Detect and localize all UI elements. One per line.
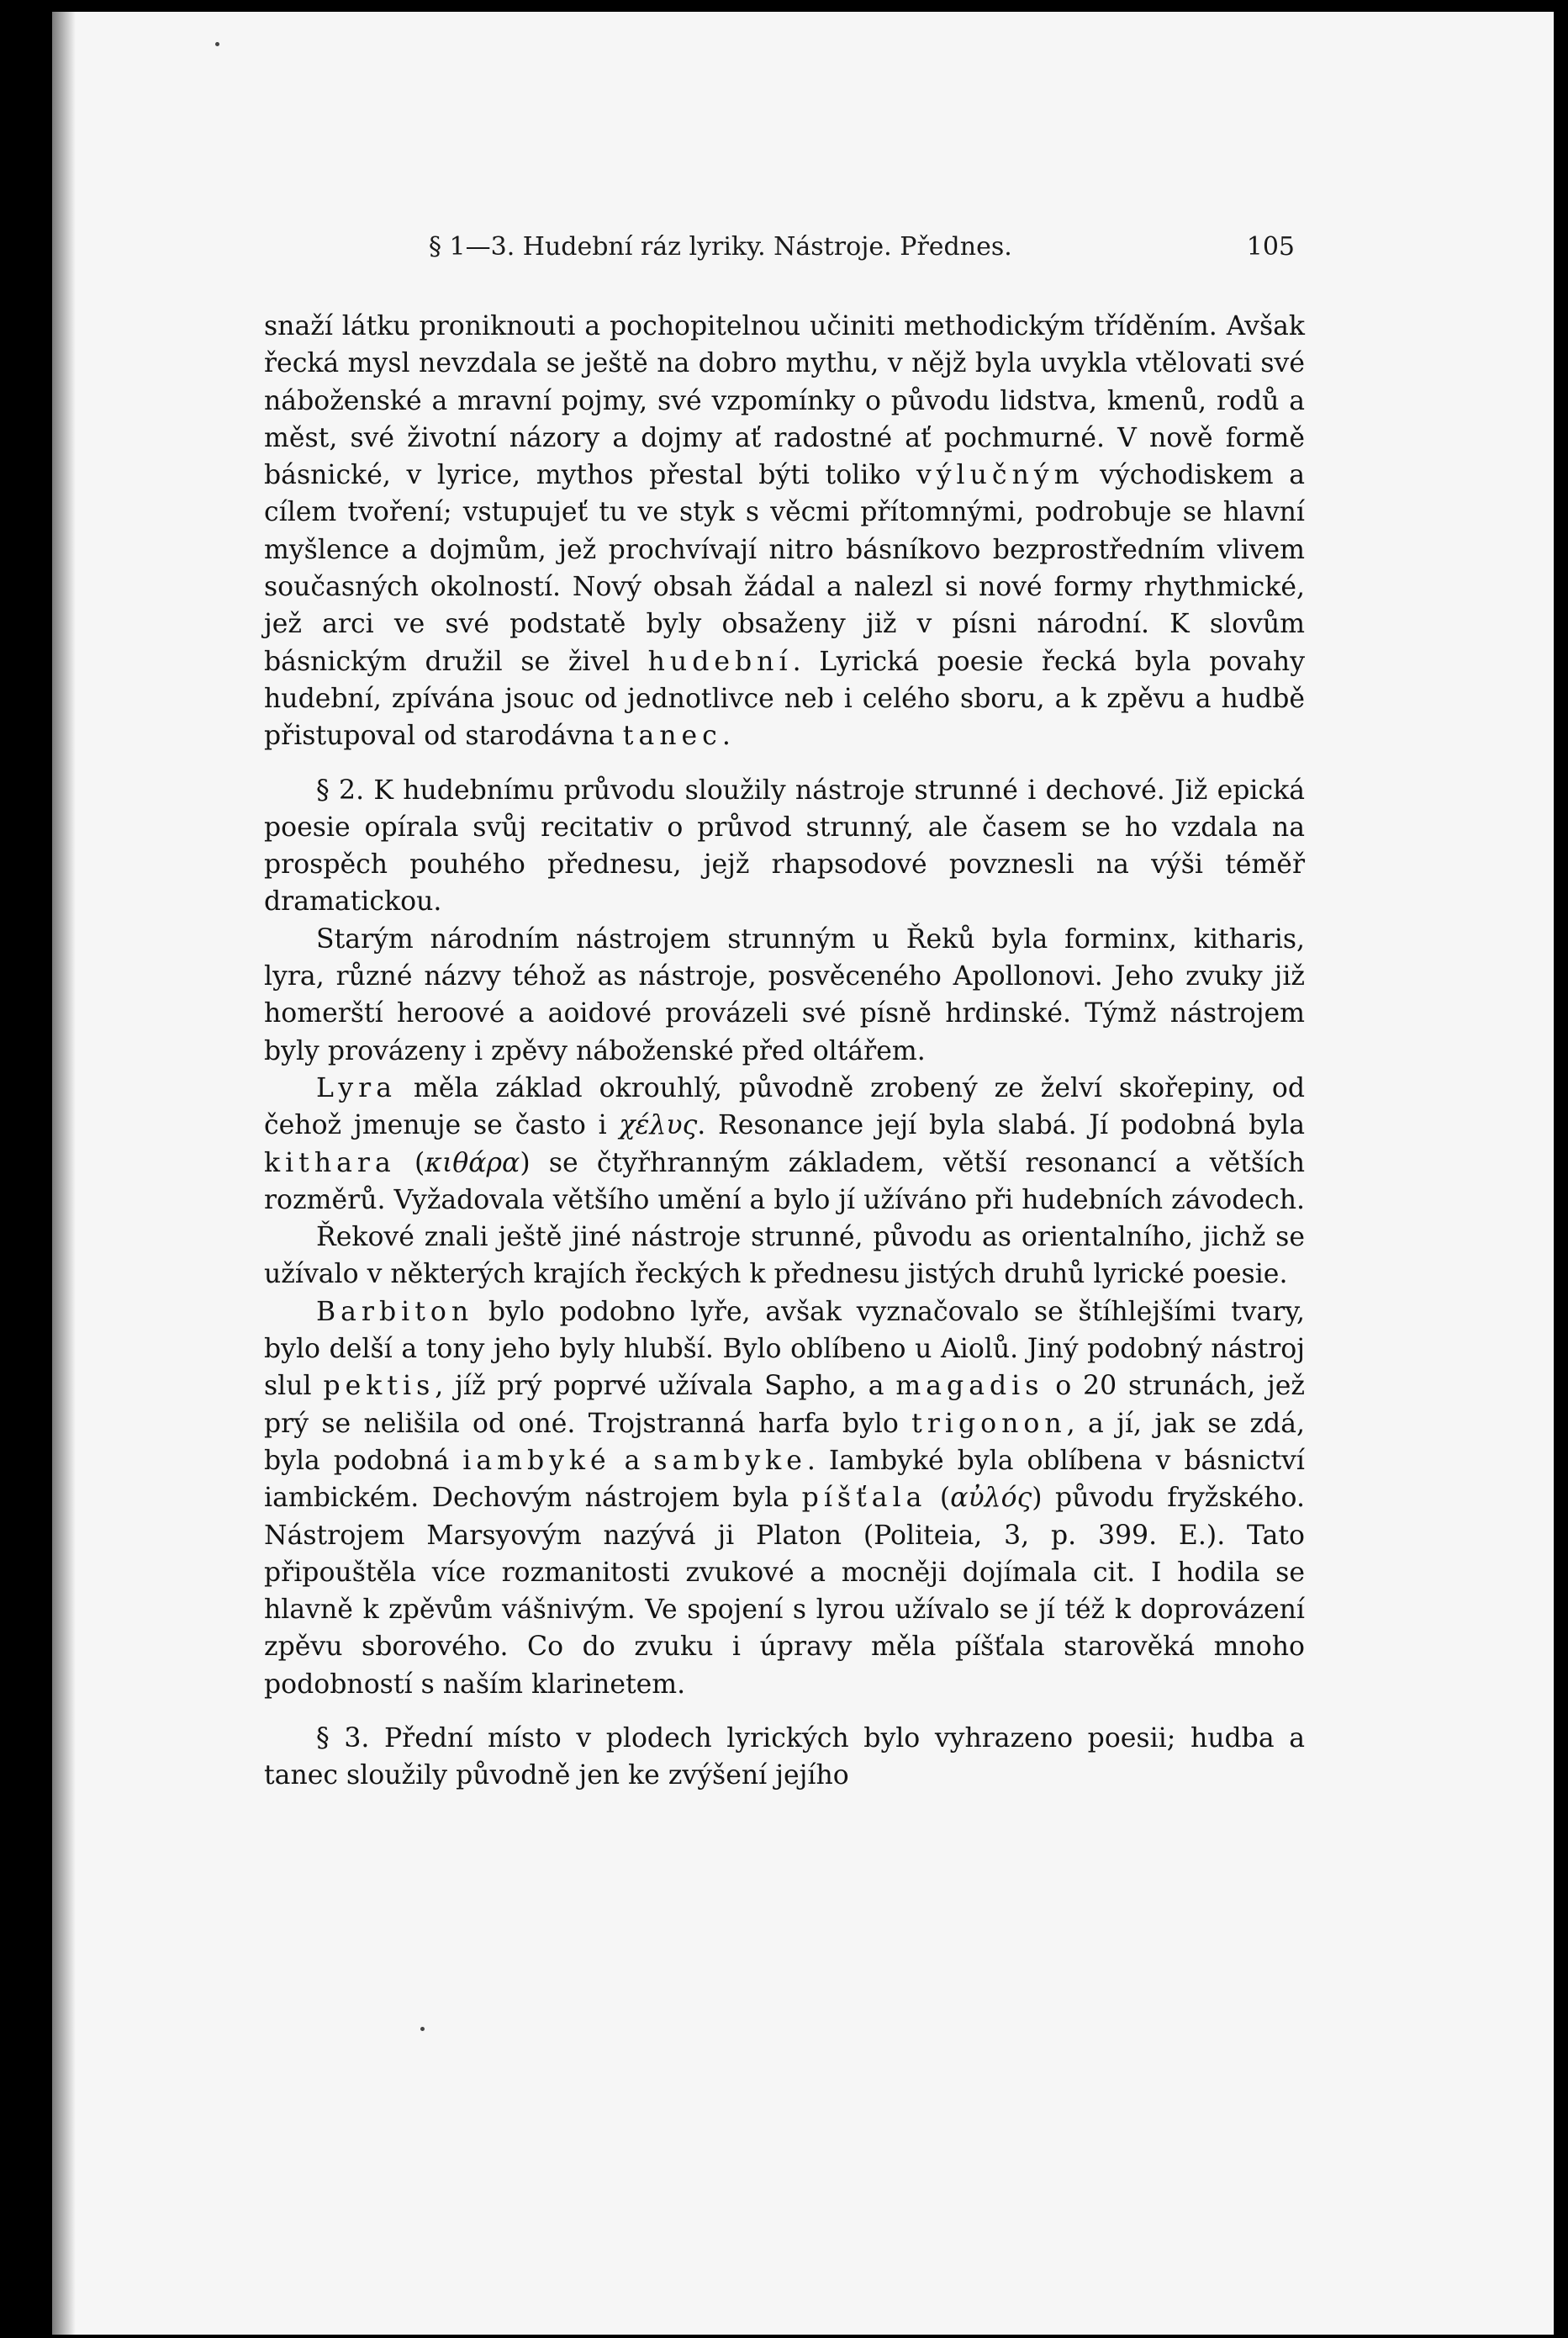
page-gutter-shadow [52,12,76,2335]
text-run: snaží látku proniknouti a pochopitelnou učiniti methodickým tříděním. Avšak řecká mysl nevzdala se ještě na dobro mythu, v nějž byla uvykla vtělovati své náboženské a mravní pojmy, své vzpomínky o původu lidstva, kmenů, rodů a měst, své životní názory a dojmy ať radostné ať pochmurné. V nově formě básnické, v lyrice, mythos přestal býti toliko [264,311,1305,491]
body-text [264,308,1305,1795]
text-run: . Lyrická poesie řecká byla povahy hudební, zpívána jsouc od jednotlivce neb i celého sboru, a k zpěvu a hudbě přistupoval od starodávna [264,646,1305,752]
text-run: . Iambyké byla oblíbena v básnictví iambickém. Dechovým nástrojem byla [264,1445,1305,1514]
emphasized-word: magadis [895,1371,1044,1402]
text-run: bylo podobno lyře, avšak vyznačovalo se štíhlejšími tvary, bylo delší a tony jeho byly hlubší. Bylo oblíbeno u Aiolů. Jiný podobný nástroj slul [264,1296,1305,1402]
emphasized-word: píšťala [801,1483,927,1514]
emphasized-word: tanec [622,721,722,752]
paragraph-oriental-instruments: Řekové znali ještě jiné nástroje strunné, původu as orientalního, jichž se užívalo v některých krajích řeckých k přednesu jistých druhů lyrické poesie. [264,1222,1305,1290]
greek-word: κιθάρα [425,1147,520,1178]
paragraph-lyra-kithara [264,1070,1305,1219]
text-run: o 20 strunách, jež prý se nelišila od oné. Trojstranná harfa bylo [264,1371,1305,1439]
text-run: a [610,1445,654,1476]
text-run: ) původu fryžského. Nástrojem Marsyovým nazývá ji Platon (Politeia, 3, p. 399. E.). Tato připouštěla více rozmanitosti zvukové a mocněji dojímala cit. I hodila se hlavně k zpěvům vášnivým. Ve spojení s lyrou užívalo se jí též k doprovázení zpěvu sborového. Co do zvuku i úpravy měla píšťala starověká mnoho podobností s naším klarinetem. [264,1483,1305,1700]
emphasized-word: Barbiton [316,1296,474,1327]
paragraph-barbiton [264,1293,1305,1703]
book-page [52,12,1554,2335]
greek-word: αὐλός [950,1483,1032,1514]
speck-mark [215,42,219,46]
paragraph-section-2: § 2. K hudebnímu průvodu sloužily nástroje strunné i dechové. Již epická poesie opírala svůj recitativ o průvod strunný, ale časem se ho vzdala na prospěch pouhého přednesu, jejž rhapsodové povznesli na výši téměř dramatickou. [264,775,1305,918]
emphasized-word: Lyra [316,1072,397,1103]
text-run: ( [395,1147,425,1178]
emphasized-word: hudební [647,646,793,677]
text-run: . [721,721,731,752]
text-run: měla základ okrouhlý, původně zrobený ze želví skořepiny, od čehož jmenuje se často i [264,1072,1305,1141]
emphasized-word: sambyke [653,1445,807,1476]
emphasized-word: pektis [323,1371,436,1402]
emphasized-word: iambyké [462,1445,611,1476]
emphasized-word: kithara [264,1147,396,1178]
emphasized-word: výlučným [916,460,1085,491]
text-run: ) se čtyřhranným základem, větší resonancí a větších rozměrů. Vyžadovala většího umění a bylo jí užíváno při hudebních závodech. [264,1147,1305,1215]
text-run: východiskem a cílem tvoření; vstupujeť tu ve styk s věcmi přítomnými, podrobuje se hlavní myšlence a dojmům, jež prochvívají nitro básníkovo bezprostředním vlivem současných okolností. Nový obsah žádal a nalezl si nové formy rhythmické, jež arci ve své podstatě byly obsaženy již v písni národní. K slovům básnickým družil se živel [264,460,1306,677]
text-run: , jíž prý poprvé užívala Sapho, a [435,1371,896,1402]
emphasized-word: trigonon [911,1408,1067,1439]
text-run: ( [927,1483,951,1514]
paragraph-lyric-myth [264,308,1305,755]
running-head: § 1—3. Hudební ráz lyriky. Nástroje. Přednes. [429,232,1012,262]
paragraph-national-instruments: Starým národním nástrojem strunným u Řeků byla forminx, kitharis, lyra, různé názvy téhož as nástroje, posvěceného Apollonovi. Jeho zvuky již homerští heroové a aoidové provázeli své písně hrdinské. Týmž nástrojem byly provázeny i zpěvy náboženské před oltářem. [264,923,1305,1066]
text-run: , a jí, jak se zdá, byla podobná [264,1408,1305,1476]
text-run: . Resonance její byla slabá. Jí podobná byla [697,1110,1305,1141]
paragraph-section-3: § 3. Přední místo v plodech lyrických bylo vyhrazeno poesii; hudba a tanec sloužily původně jen ke zvýšení jejího [264,1722,1305,1791]
page-header [429,232,1295,266]
page-number: 105 [1246,232,1295,262]
greek-word: χέλυς [619,1110,698,1141]
speck-mark [420,2027,425,2031]
